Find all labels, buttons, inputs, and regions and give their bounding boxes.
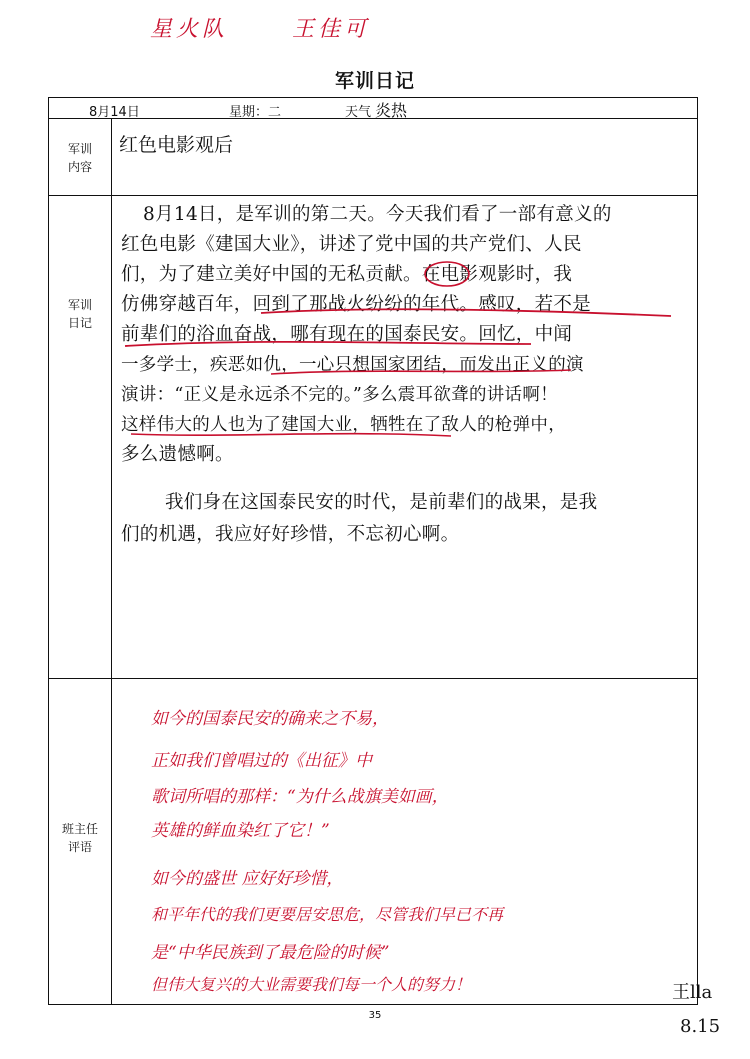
diary-line: 这样伟大的人也为了建国大业，牺牲在了敌人的枪弹中， xyxy=(121,415,566,435)
underline-mark xyxy=(271,370,571,374)
teacher-signature: 王lla xyxy=(672,982,713,1003)
underline-mark xyxy=(125,342,531,346)
comment-line: 是“中华民族到了最危险的时候” xyxy=(151,943,390,963)
divider xyxy=(49,195,697,196)
diary-line: 们，为了建立美好中国的无私贡献。在电影观影时，我 xyxy=(121,264,573,285)
diary-line: 仿佛穿越百年，回到了那战火纷纷的年代。感叹，若不是 xyxy=(121,294,592,315)
diary-line: 8月14日，是军训的第二天。今天我们看了一部有意义的 xyxy=(143,204,612,225)
divider xyxy=(49,118,697,119)
diary-line: 我们身在这国泰民安的时代，是前辈们的战果，是我 xyxy=(165,492,598,513)
comment-line: 英雄的鲜血染红了它！” xyxy=(151,821,330,841)
weather-label: 天气 xyxy=(345,105,372,120)
diary-line: 前辈们的浴血奋战，哪有现在的国泰民安。回忆，中闻 xyxy=(121,324,573,345)
date-field: 8月14日 xyxy=(89,105,140,120)
comment-line: 歌词所唱的那样：“为什么战旗美如画， xyxy=(151,787,449,807)
page-number: 35 xyxy=(368,1010,382,1021)
comment-line: 但伟大复兴的大业需要我们每一个人的努力！ xyxy=(151,975,472,994)
comment-line: 和平年代的我们更要居安思危，尽管我们早已不再 xyxy=(151,905,504,924)
comment-line: 如今的国泰民安的确来之不易， xyxy=(151,709,389,729)
diary-text xyxy=(111,198,697,678)
signature-date: 8.15 xyxy=(680,1016,721,1037)
diary-line: 演讲：“正义是永远杀不完的。”多么震耳欲聋的讲话啊！ xyxy=(121,385,558,405)
comment-label: 班主任 评语 xyxy=(61,822,98,854)
page-title: 军训日记 xyxy=(334,70,415,92)
diary-line: 红色电影《建国大业》，讲述了党中国的共产党们、人民 xyxy=(121,234,582,255)
content-label: 军训 内容 xyxy=(67,142,92,174)
student-name: 王佳可 xyxy=(292,17,371,42)
underline-mark xyxy=(261,309,671,316)
diary-line: 们的机遇，我应好好珍惜，不忘初心啊。 xyxy=(121,524,460,545)
diary-line: 多么遗憾啊。 xyxy=(121,444,234,465)
weekday-field: 星期：二 xyxy=(229,105,282,120)
divider xyxy=(49,678,697,679)
underline-mark xyxy=(131,434,451,436)
red-pen-underlines xyxy=(111,198,697,678)
diary-table xyxy=(48,97,698,1005)
circle-mark xyxy=(425,262,469,286)
diary-label: 军训 日记 xyxy=(67,298,92,330)
team-name: 星火队 xyxy=(150,17,229,42)
comment-line: 正如我们曾唱过的《出征》中 xyxy=(151,751,372,771)
comment-line: 如今的盛世 应好好珍惜， xyxy=(151,869,344,889)
teacher-comment xyxy=(111,680,697,1006)
content-value: 红色电影观后 xyxy=(119,134,234,156)
weather-value: 炎热 xyxy=(375,101,408,120)
diary-line: 一多学士，疾恶如仇，一心只想国家团结，而发出正义的演 xyxy=(121,355,584,375)
